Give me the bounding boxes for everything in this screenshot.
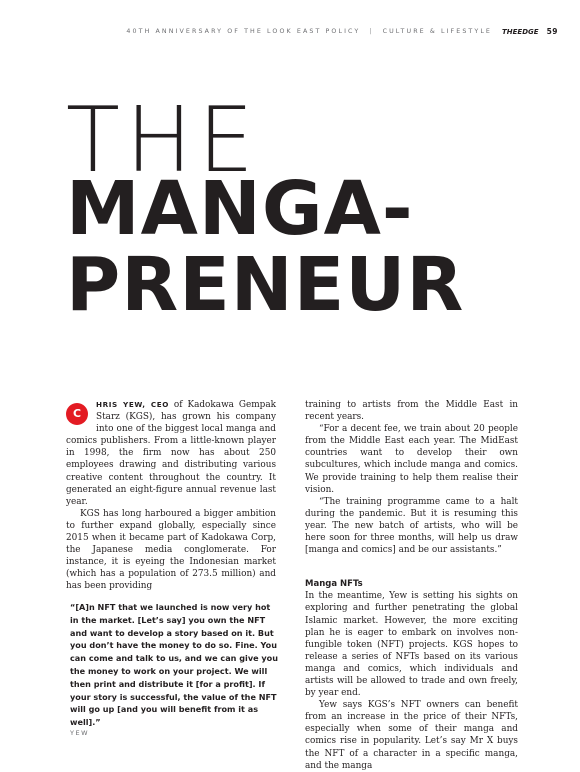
header-separator: | [369, 28, 374, 35]
article-paragraph [66, 399, 276, 508]
pull-quote-attribution: YEW [70, 729, 90, 737]
lead-in: HRIS YEW, CEO [96, 400, 169, 409]
article-paragraph: training to artists from the Middle East in recent years. [305, 400, 518, 423]
headline-line-2: MANGA- [66, 166, 414, 252]
pull-quote: “[A]n NFT that we launched is now very hot in the market. [Let’s say] you own the NFT and want to develop a story based on it. But you don’t have the money to do so. Fine. You can come and talk to us, and we can give you the money to work on your project. We will then print and distribute it [for a profit]. If your story is successful, the value of the NFT will go up [and you will benefit from it as well].” [70, 602, 279, 728]
headline-line-3: PRENEUR [66, 242, 465, 328]
article-paragraph: “For a decent fee, we train about 20 people from the Middle East each year. The MidEast countries want to develop their own subcultures, which include manga and comics. We provide training to help them realise their vision. [305, 424, 518, 495]
publication-logo: THEEDGE [502, 27, 539, 36]
article-column-1 [66, 399, 276, 593]
header-section: 40TH ANNIVERSARY OF THE LOOK EAST POLICY [126, 28, 361, 35]
headline-line-1: THE [66, 88, 260, 193]
section-subhead: Manga NFTs [305, 579, 363, 590]
article-paragraph: In the meantime, Yew is setting his sights on exploring and further penetrating the global Islamic market. However, the more exciting plan he is eager to embark on involves non-fungible token (NFT) projects. KGS hopes to release a series of NFTs based on its various manga and comics, which individuals and artists will be allowed to trade and own freely, by year end. [305, 591, 518, 699]
page-number: 59 [546, 27, 558, 36]
drop-cap: C [66, 403, 88, 425]
page-header [0, 27, 558, 36]
article-paragraph: “The training programme came to a halt during the pandemic. But it is resuming this year. The new batch of artists, who will be here soon for three months, will help us draw [manga and comics] and be our assistants.” [305, 496, 518, 556]
header-category: CULTURE & LIFESTYLE [382, 28, 493, 35]
paragraph-text: of Kadokawa Gempak Starz (KGS), has grown his company into one of the biggest local manga and comics publishers. From a little-known player in 1998, the firm now has about 250 employees drawing and distributing various creative content throughout the country. It generated an eight-figure annual revenue last year. [66, 400, 277, 507]
article-paragraph: Yew says KGS’s NFT owners can benefit from an increase in the price of their NFTs, especially when some of their manga and comics rise in popularity. Let’s say Mr X buys the NFT of a character in a specific manga, and the manga [305, 700, 518, 771]
article-paragraph: KGS has long harboured a bigger ambition to further expand globally, especially since 2015 when it became part of Kadokawa Corp, the Japanese media conglomerate. For instance, it is eyeing the Indonesian market (which has a population of 273.5 million) and has been providing [66, 508, 276, 592]
article-column-2 [305, 399, 518, 772]
